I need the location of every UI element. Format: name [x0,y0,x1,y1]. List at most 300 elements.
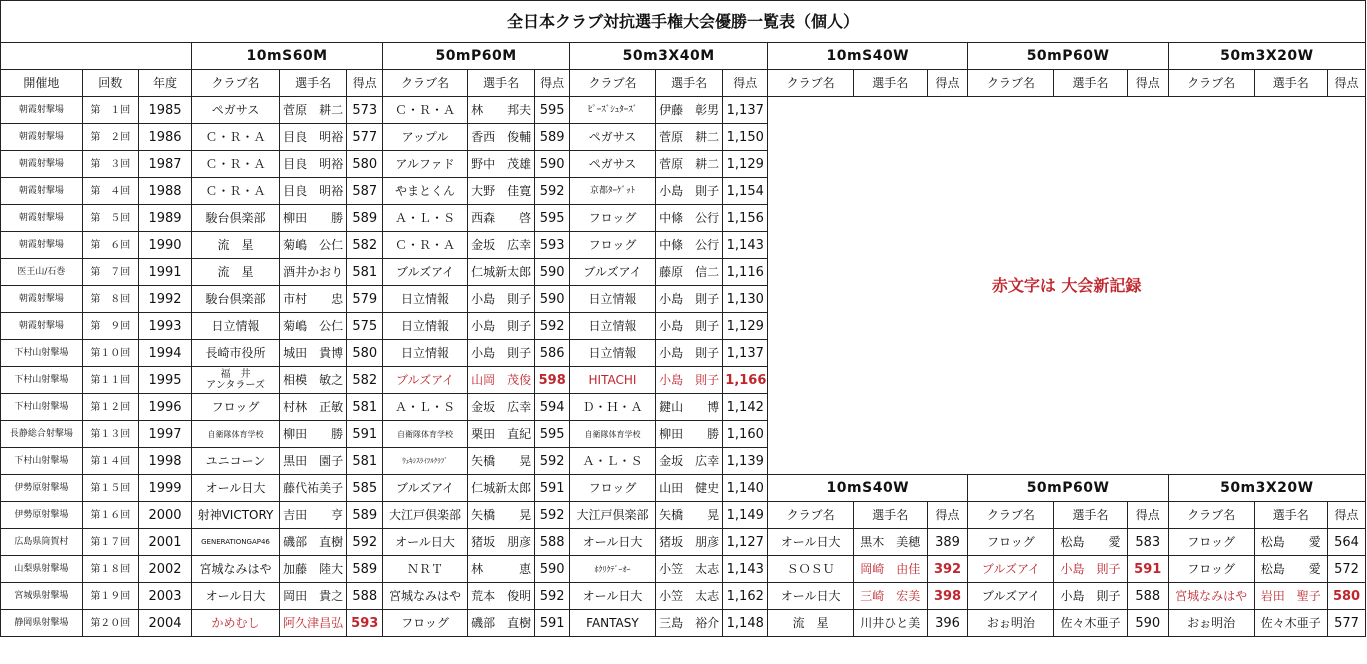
w1-club-cell: オール日大 [768,583,854,610]
women-event-header: 10mS40W [768,475,968,502]
m1-score-cell: 589 [347,556,383,583]
w3-club-cell: 宮城なみはや [1168,583,1254,610]
w1-club-cell: オール日大 [768,529,854,556]
m1-club-cell: 自衛隊体育学校 [192,421,280,448]
m1-player-cell: 菅原 耕二 [279,97,346,124]
m3-player-cell: 小笠 太志 [655,583,722,610]
m2-player-cell: 金坂 広幸 [467,394,534,421]
year-cell: 1992 [138,286,191,313]
m2-player-cell: 林 邦夫 [467,97,534,124]
m3-player-cell: 山田 健史 [655,475,722,502]
m2-club-cell: Ａ・Ｌ・Ｓ [383,394,468,421]
m2-club-cell: オール日大 [383,529,468,556]
m2-club-cell: ｳｪｷｼｽﾗｲﾌﾙｸﾗﾌﾞ [383,448,468,475]
m3-score-cell: 1,162 [723,583,768,610]
m1-player-cell: 加藤 陸大 [279,556,346,583]
m1-club-cell: 駿台倶楽部 [192,205,280,232]
m3-score-cell: 1,143 [723,232,768,259]
m1-score-cell: 591 [347,421,383,448]
round-cell: 第 ９回 [82,313,138,340]
m3-score-cell: 1,140 [723,475,768,502]
w2-score-cell: 590 [1127,610,1168,637]
m3-club-cell: フロッグ [570,205,656,232]
year-cell: 1988 [138,178,191,205]
m3-club-cell: ﾋﾟｰｽﾞｼｭﾀｰｽﾞ [570,97,656,124]
m3-score-cell: 1,143 [723,556,768,583]
m3-score-cell: 1,156 [723,205,768,232]
venue-cell: 朝霞射撃場 [1,232,83,259]
year-cell: 2004 [138,610,191,637]
m3-player-cell: 藤原 信二 [655,259,722,286]
col-header-player: 選手名 [467,70,534,97]
m2-player-cell: 小島 則子 [467,340,534,367]
w3-score-cell: 564 [1328,529,1366,556]
m2-score-cell: 595 [535,421,570,448]
m1-club-cell: 流 星 [192,259,280,286]
col-header-score: 得点 [723,70,768,97]
round-cell: 第１２回 [82,394,138,421]
m3-club-cell: 日立情報 [570,340,656,367]
m3-club-cell: 日立情報 [570,313,656,340]
m3-player-cell: 柳田 勝 [655,421,722,448]
m2-player-cell: 矢橋 晃 [467,448,534,475]
m3-player-cell: 菅原 耕二 [655,124,722,151]
m1-club-cell: Ｃ・Ｒ・Ａ [192,151,280,178]
m2-club-cell: Ｃ・Ｒ・Ａ [383,232,468,259]
w2-club-cell: おぉ明治 [968,610,1054,637]
m2-player-cell: 磯部 直樹 [467,610,534,637]
m2-score-cell: 586 [535,340,570,367]
col-header-score: 得点 [1328,70,1366,97]
m3-club-cell: オール日大 [570,529,656,556]
venue-cell: 朝霞射撃場 [1,97,83,124]
m2-score-cell: 595 [535,205,570,232]
m2-club-cell: ブルズアイ [383,475,468,502]
round-cell: 第２０回 [82,610,138,637]
w2-player-cell: 佐々木亜子 [1054,610,1128,637]
m2-player-cell: 林 恵 [467,556,534,583]
year-cell: 2000 [138,502,191,529]
m2-club-cell: 大江戸倶楽部 [383,502,468,529]
m2-club-cell: フロッグ [383,610,468,637]
m3-club-cell: 京都ﾀｰｹﾞｯﾄ [570,178,656,205]
w3-score-cell: 577 [1328,610,1366,637]
table-row [1,583,1366,610]
col-header-player: 選手名 [1054,502,1128,529]
col-header-player: 選手名 [279,70,346,97]
m2-club-cell: アルファド [383,151,468,178]
w1-player-cell: 三崎 宏美 [854,583,928,610]
m1-player-cell: 岡田 貴之 [279,583,346,610]
m1-player-cell: 磯部 直樹 [279,529,346,556]
col-header-score: 得点 [347,70,383,97]
m1-player-cell: 吉田 亨 [279,502,346,529]
w1-player-cell: 岡崎 由佳 [854,556,928,583]
m3-player-cell: 三島 裕介 [655,610,722,637]
m1-club-cell: 長崎市役所 [192,340,280,367]
m3-player-cell: 矢橋 晃 [655,502,722,529]
m3-score-cell: 1,150 [723,124,768,151]
venue-cell: 医王山/石巻 [1,259,83,286]
m2-club-cell: 自衛隊体育学校 [383,421,468,448]
m1-club-cell: 駿台倶楽部 [192,286,280,313]
m2-club-cell: ブルズアイ [383,259,468,286]
year-cell: 1999 [138,475,191,502]
venue-cell: 静岡県射撃場 [1,610,83,637]
m2-club-cell: 日立情報 [383,313,468,340]
round-cell: 第 １回 [82,97,138,124]
year-cell: 1995 [138,367,191,394]
m2-player-cell: 西森 啓 [467,205,534,232]
table-row [1,610,1366,637]
page-title: 全日本クラブ対抗選手権大会優勝一覧表（個人） [0,0,1366,42]
m2-player-cell: 野中 茂雄 [467,151,534,178]
m1-player-cell: 黒田 園子 [279,448,346,475]
w1-score-cell: 398 [927,583,968,610]
m3-player-cell: 中條 公行 [655,232,722,259]
round-cell: 第１９回 [82,583,138,610]
col-header-club: クラブ名 [768,502,854,529]
venue-cell: 下村山射撃場 [1,340,83,367]
col-header-club: クラブ名 [383,70,468,97]
m3-club-cell: ブルズアイ [570,259,656,286]
m3-player-cell: 小島 則子 [655,286,722,313]
m2-player-cell: 栗田 直紀 [467,421,534,448]
m2-player-cell: 小島 則子 [467,313,534,340]
round-cell: 第１５回 [82,475,138,502]
event-header: 50m3X40M [570,43,768,70]
w3-club-cell: フロッグ [1168,556,1254,583]
w2-club-cell: フロッグ [968,529,1054,556]
m2-club-cell: ブルズアイ [383,367,468,394]
m1-player-cell: 菊嶋 公仁 [279,313,346,340]
m3-score-cell: 1,142 [723,394,768,421]
event-header: 50mP60W [968,43,1168,70]
m2-club-cell: ＮＲＴ [383,556,468,583]
m2-player-cell: 荒本 俊明 [467,583,534,610]
m1-club-cell: ユニコーン [192,448,280,475]
m2-club-cell: 日立情報 [383,286,468,313]
m3-club-cell: 自衛隊体育学校 [570,421,656,448]
m1-score-cell: 580 [347,340,383,367]
w2-player-cell: 小島 則子 [1054,583,1128,610]
m1-club-cell: フロッグ [192,394,280,421]
year-cell: 1987 [138,151,191,178]
m2-score-cell: 591 [535,475,570,502]
round-cell: 第 ４回 [82,178,138,205]
w2-club-cell: ブルズアイ [968,583,1054,610]
venue-cell: 広島県筒賀村 [1,529,83,556]
w3-player-cell: 松島 愛 [1254,556,1328,583]
round-cell: 第１１回 [82,367,138,394]
round-cell: 第 ２回 [82,124,138,151]
m1-score-cell: 593 [347,610,383,637]
round-cell: 第１７回 [82,529,138,556]
col-header-player: 選手名 [1254,502,1328,529]
round-cell: 第 ７回 [82,259,138,286]
col-header-year: 年度 [138,70,191,97]
m1-score-cell: 581 [347,448,383,475]
col-header-club: クラブ名 [1168,70,1254,97]
m2-score-cell: 589 [535,124,570,151]
m2-score-cell: 591 [535,610,570,637]
venue-cell: 下村山射撃場 [1,367,83,394]
m3-score-cell: 1,127 [723,529,768,556]
m2-score-cell: 590 [535,151,570,178]
m2-club-cell: 日立情報 [383,340,468,367]
m2-score-cell: 588 [535,529,570,556]
col-header-venue: 開催地 [1,70,83,97]
venue-cell: 長静総合射撃場 [1,421,83,448]
m1-player-cell: 菊嶋 公仁 [279,232,346,259]
col-header-player: 選手名 [854,502,928,529]
m3-score-cell: 1,137 [723,97,768,124]
m2-score-cell: 592 [535,178,570,205]
year-cell: 1998 [138,448,191,475]
col-header-player: 選手名 [1254,70,1328,97]
m1-club-cell: 宮城なみはや [192,556,280,583]
m1-club-cell: オール日大 [192,583,280,610]
m3-player-cell: 猪坂 朋彦 [655,529,722,556]
round-cell: 第１３回 [82,421,138,448]
m3-score-cell: 1,139 [723,448,768,475]
col-header-club: クラブ名 [768,70,854,97]
m1-player-cell: 目良 明裕 [279,124,346,151]
m2-score-cell: 592 [535,583,570,610]
col-header-club: クラブ名 [570,70,656,97]
m3-score-cell: 1,129 [723,313,768,340]
m1-player-cell: 酒井かおり [279,259,346,286]
m3-club-cell: Ｄ・Ｈ・Ａ [570,394,656,421]
w3-player-cell: 佐々木亜子 [1254,610,1328,637]
w3-player-cell: 松島 愛 [1254,529,1328,556]
year-cell: 1990 [138,232,191,259]
w2-player-cell: 松島 愛 [1054,529,1128,556]
m3-player-cell: 中條 公行 [655,205,722,232]
m2-score-cell: 592 [535,313,570,340]
m1-score-cell: 580 [347,151,383,178]
m2-player-cell: 山岡 茂俊 [467,367,534,394]
m2-score-cell: 592 [535,502,570,529]
m1-player-cell: 城田 貴博 [279,340,346,367]
m1-club-cell: 流 星 [192,232,280,259]
m2-club-cell: Ｃ・Ｒ・Ａ [383,97,468,124]
m3-club-cell: フロッグ [570,232,656,259]
m2-player-cell: 猪坂 朋彦 [467,529,534,556]
women-event-header: 50mP60W [968,475,1168,502]
m2-club-cell: やまとくん [383,178,468,205]
m3-score-cell: 1,154 [723,178,768,205]
round-cell: 第１８回 [82,556,138,583]
m2-player-cell: 矢橋 晃 [467,502,534,529]
m1-player-cell: 目良 明裕 [279,178,346,205]
year-cell: 2001 [138,529,191,556]
m3-player-cell: 鍵山 博 [655,394,722,421]
m2-club-cell: アップル [383,124,468,151]
m1-score-cell: 577 [347,124,383,151]
m2-club-cell: Ａ・Ｌ・Ｓ [383,205,468,232]
col-header-club: クラブ名 [968,502,1054,529]
m2-score-cell: 595 [535,97,570,124]
m1-score-cell: 589 [347,205,383,232]
women-event-header: 50m3X20W [1168,475,1365,502]
table-row [1,529,1366,556]
col-header-round: 回数 [82,70,138,97]
m2-score-cell: 592 [535,448,570,475]
venue-cell: 朝霞射撃場 [1,286,83,313]
w3-score-cell: 572 [1328,556,1366,583]
venue-cell: 朝霞射撃場 [1,313,83,340]
m2-player-cell: 香西 俊輔 [467,124,534,151]
m3-club-cell: オール日大 [570,583,656,610]
m2-score-cell: 593 [535,232,570,259]
venue-cell: 伊勢原射撃場 [1,475,83,502]
m3-club-cell: FANTASY [570,610,656,637]
m1-player-cell: 相模 敏之 [279,367,346,394]
m1-club-cell: 福 井 アンタラーズ [192,367,280,394]
col-header-score: 得点 [1127,70,1168,97]
col-header-score: 得点 [1328,502,1366,529]
m1-player-cell: 目良 明裕 [279,151,346,178]
col-header-score: 得点 [1127,502,1168,529]
table-row [1,97,1366,124]
m1-club-cell: 日立情報 [192,313,280,340]
m1-club-cell: GENERATIONGAP46 [192,529,280,556]
venue-cell: 朝霞射撃場 [1,124,83,151]
m3-score-cell: 1,137 [723,340,768,367]
venue-cell: 下村山射撃場 [1,448,83,475]
round-cell: 第 ８回 [82,286,138,313]
m2-score-cell: 590 [535,259,570,286]
m1-club-cell: かめむし [192,610,280,637]
results-table [0,42,1366,637]
m3-player-cell: 菅原 耕二 [655,151,722,178]
w1-player-cell: 黒木 美穂 [854,529,928,556]
table-row [1,502,1366,529]
m3-score-cell: 1,149 [723,502,768,529]
m1-club-cell: 射神VICTORY [192,502,280,529]
w2-club-cell: ブルズアイ [968,556,1054,583]
m1-club-cell: Ｃ・Ｒ・Ａ [192,124,280,151]
m1-player-cell: 柳田 勝 [279,421,346,448]
w2-player-cell: 小島 則子 [1054,556,1128,583]
round-cell: 第１０回 [82,340,138,367]
m2-player-cell: 小島 則子 [467,286,534,313]
w3-club-cell: フロッグ [1168,529,1254,556]
m3-score-cell: 1,130 [723,286,768,313]
w1-player-cell: 川井ひと美 [854,610,928,637]
m1-score-cell: 581 [347,259,383,286]
m1-score-cell: 582 [347,232,383,259]
w1-score-cell: 389 [927,529,968,556]
w1-score-cell: 396 [927,610,968,637]
col-header-player: 選手名 [854,70,928,97]
venue-cell: 朝霞射撃場 [1,178,83,205]
m2-player-cell: 大野 佳寛 [467,178,534,205]
m3-player-cell: 小島 則子 [655,178,722,205]
m3-player-cell: 小島 則子 [655,367,722,394]
m1-score-cell: 588 [347,583,383,610]
record-note: 赤文字は 大会新記録 [768,97,1366,475]
year-cell: 1985 [138,97,191,124]
m1-player-cell: 藤代祐美子 [279,475,346,502]
m2-score-cell: 590 [535,556,570,583]
m1-player-cell: 村林 正敏 [279,394,346,421]
table-row [1,556,1366,583]
venue-cell: 朝霞射撃場 [1,151,83,178]
m3-club-cell: ペガサス [570,124,656,151]
m3-club-cell: ﾎｸﾘｸﾃﾞｰｵｰ [570,556,656,583]
col-header-club: クラブ名 [192,70,280,97]
m2-score-cell: 598 [535,367,570,394]
venue-cell: 伊勢原射撃場 [1,502,83,529]
venue-cell: 下村山射撃場 [1,394,83,421]
year-cell: 1993 [138,313,191,340]
m1-score-cell: 579 [347,286,383,313]
round-cell: 第１６回 [82,502,138,529]
col-header-club: クラブ名 [968,70,1054,97]
m1-club-cell: ペガサス [192,97,280,124]
m1-player-cell: 市村 忠 [279,286,346,313]
table-row [1,475,1366,502]
round-cell: 第１４回 [82,448,138,475]
m3-player-cell: 金坂 広幸 [655,448,722,475]
venue-cell: 山梨県射撃場 [1,556,83,583]
m1-club-cell: Ｃ・Ｒ・Ａ [192,178,280,205]
m1-player-cell: 柳田 勝 [279,205,346,232]
w1-club-cell: ＳＯＳＵ [768,556,854,583]
year-cell: 2003 [138,583,191,610]
w1-club-cell: 流 星 [768,610,854,637]
m2-club-cell: 宮城なみはや [383,583,468,610]
event-header: 50mP60M [383,43,570,70]
year-cell: 1997 [138,421,191,448]
m1-score-cell: 575 [347,313,383,340]
w2-score-cell: 583 [1127,529,1168,556]
m3-score-cell: 1,166 [723,367,768,394]
event-header-spacer [1,43,192,70]
m1-score-cell: 581 [347,394,383,421]
m3-club-cell: ペガサス [570,151,656,178]
col-header-player: 選手名 [1054,70,1128,97]
round-cell: 第 ３回 [82,151,138,178]
m1-club-cell: オール日大 [192,475,280,502]
m1-score-cell: 573 [347,97,383,124]
event-header: 10mS40W [768,43,968,70]
year-cell: 2002 [138,556,191,583]
m3-player-cell: 小島 則子 [655,313,722,340]
m3-score-cell: 1,148 [723,610,768,637]
m2-score-cell: 594 [535,394,570,421]
m3-club-cell: HITACHI [570,367,656,394]
w3-club-cell: おぉ明治 [1168,610,1254,637]
m1-score-cell: 585 [347,475,383,502]
round-cell: 第 ５回 [82,205,138,232]
m1-score-cell: 587 [347,178,383,205]
m1-score-cell: 592 [347,529,383,556]
w2-score-cell: 591 [1127,556,1168,583]
year-cell: 1996 [138,394,191,421]
m3-player-cell: 小笠 太志 [655,556,722,583]
m3-score-cell: 1,116 [723,259,768,286]
m2-player-cell: 仁城新太郎 [467,259,534,286]
m3-club-cell: 大江戸倶楽部 [570,502,656,529]
m1-player-cell: 阿久津昌弘 [279,610,346,637]
col-header-score: 得点 [535,70,570,97]
m1-score-cell: 582 [347,367,383,394]
m2-score-cell: 590 [535,286,570,313]
event-header: 10mS60M [192,43,383,70]
